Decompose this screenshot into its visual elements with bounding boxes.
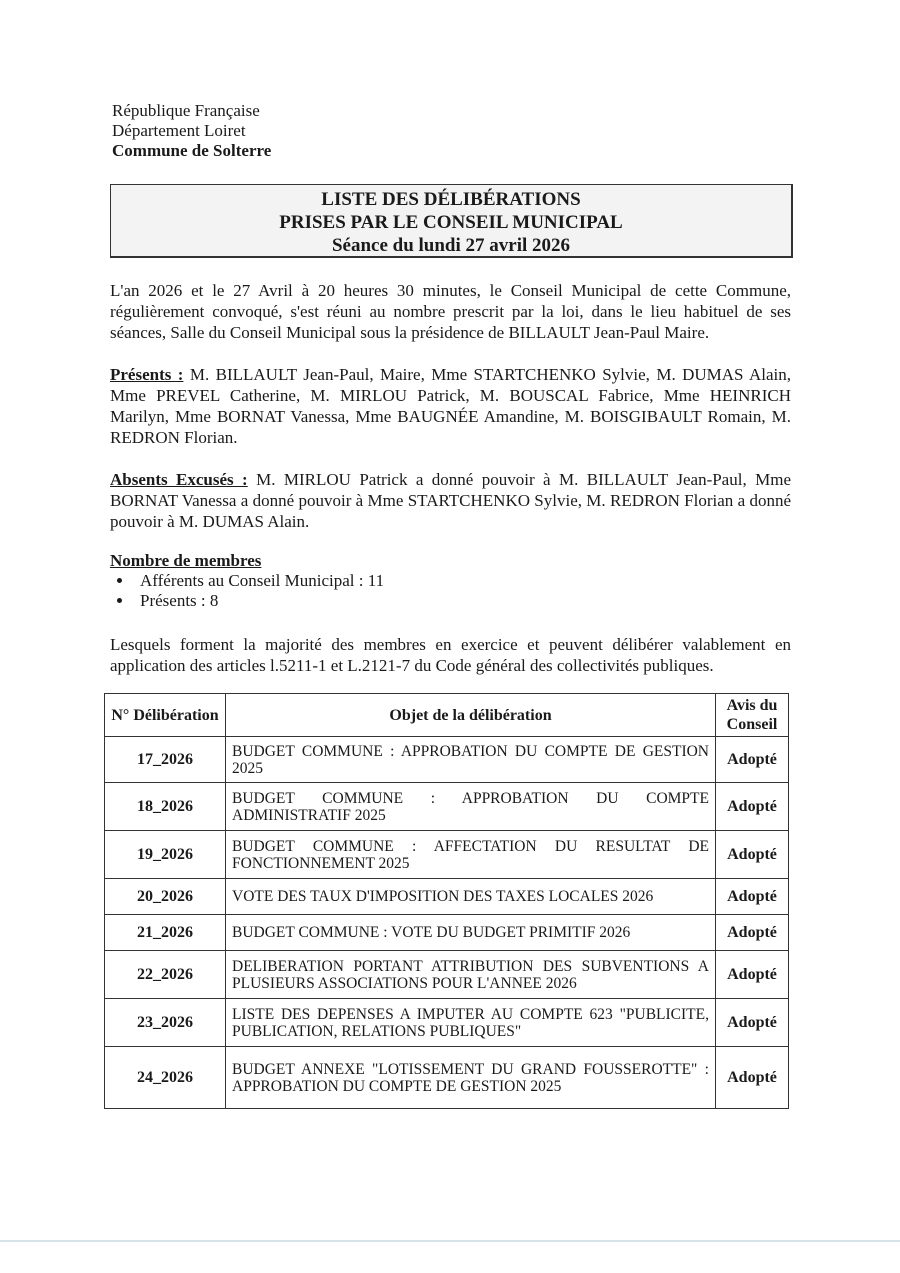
row-objet: BUDGET COMMUNE : AFFECTATION DU RESULTAT DE FONCTIONNEMENT 2025 <box>226 831 716 879</box>
header-country: République Française <box>112 101 260 120</box>
row-objet: BUDGET COMMUNE : VOTE DU BUDGET PRIMITIF 2026 <box>226 915 716 951</box>
table-row <box>105 737 789 783</box>
header-commune: Commune de Solterre <box>112 141 272 160</box>
deliberations-table <box>104 693 789 1109</box>
row-num: 24_2026 <box>105 1047 226 1109</box>
presents-label: Présents : <box>110 365 184 384</box>
row-avis: Adopté <box>716 783 789 831</box>
title-line-2: PRISES PAR LE CONSEIL MUNICIPAL <box>279 212 623 233</box>
row-num: 23_2026 <box>105 999 226 1047</box>
row-objet: LISTE DES DEPENSES A IMPUTER AU COMPTE 623 "PUBLICITE, PUBLICATION, RELATIONS PUBLIQUES" <box>226 999 716 1047</box>
members-section <box>110 551 384 611</box>
row-num: 22_2026 <box>105 951 226 999</box>
row-objet: BUDGET ANNEXE "LOTISSEMENT DU GRAND FOUSSEROTTE" : APPROBATION DU COMPTE DE GESTION 2025 <box>226 1047 716 1109</box>
table-row <box>105 783 789 831</box>
title-line-3: Séance du lundi 27 avril 2026 <box>331 235 571 256</box>
header-num: N° Délibération <box>105 694 226 737</box>
presents-paragraph <box>110 364 791 448</box>
members-presents: • Présents : 8 <box>134 591 384 611</box>
table-row <box>105 999 789 1047</box>
absents-text: M. MIRLOU Patrick a donné pouvoir à M. BILLAULT Jean-Paul, Mme BORNAT Vanessa a donné pouvoir à Mme STARTCHENKO Sylvie, M. REDRON Florian a donné pouvoir à M. DUMAS Alain. <box>110 470 791 531</box>
row-objet: BUDGET COMMUNE : APPROBATION DU COMPTE DE GESTION 2025 <box>226 737 716 783</box>
absents-label: Absents Excusés : <box>110 470 248 489</box>
row-avis: Adopté <box>716 951 789 999</box>
header-objet: Objet de la délibération <box>226 694 716 737</box>
quorum-paragraph: Lesquels forment la majorité des membres en exercice et peuvent délibérer valablement en application des articles l.5211-1 et L.2121-7 du Code général des collectivités publiques. <box>110 635 791 675</box>
scan-edge-line <box>0 1240 900 1242</box>
row-avis: Adopté <box>716 999 789 1047</box>
row-avis: Adopté <box>716 1047 789 1109</box>
row-num: 18_2026 <box>105 783 226 831</box>
row-num: 21_2026 <box>105 915 226 951</box>
document-header <box>112 101 271 161</box>
row-avis: Adopté <box>716 831 789 879</box>
table-row <box>105 951 789 999</box>
row-num: 19_2026 <box>105 831 226 879</box>
row-num: 20_2026 <box>105 879 226 915</box>
header-department: Département Loiret <box>112 121 246 140</box>
row-avis: Adopté <box>716 879 789 915</box>
table-row <box>105 831 789 879</box>
header-avis: Avis du Conseil <box>716 694 789 737</box>
members-list <box>110 571 384 611</box>
table-row <box>105 1047 789 1109</box>
absents-paragraph <box>110 469 791 532</box>
presents-text: M. BILLAULT Jean-Paul, Maire, Mme STARTCHENKO Sylvie, M. DUMAS Alain, Mme PREVEL Catherine, M. MIRLOU Patrick, M. BOUSCAL Fabrice, Mme HEINRICH Marilyn, Mme BORNAT Vanessa, Mme BAUGNÉE Amandine, M. BOISGIBAULT Romain, M. REDRON Florian. <box>110 365 791 447</box>
intro-paragraph: L'an 2026 et le 27 Avril à 20 heures 30 minutes, le Conseil Municipal de cette Commune, régulièrement convoqué, s'est réuni au nombre prescrit par la loi, dans le lieu habituel de ses séances, Salle du Conseil Municipal sous la présidence de BILLAULT Jean-Paul Maire. <box>110 281 791 342</box>
table-row <box>105 879 789 915</box>
row-avis: Adopté <box>716 915 789 951</box>
table-header-row <box>105 694 789 737</box>
document-title-box <box>110 184 793 258</box>
members-heading: Nombre de membres <box>110 551 262 570</box>
table-row <box>105 915 789 951</box>
row-num: 17_2026 <box>105 737 226 783</box>
row-objet: BUDGET COMMUNE : APPROBATION DU COMPTE ADMINISTRATIF 2025 <box>226 783 716 831</box>
row-objet: VOTE DES TAUX D'IMPOSITION DES TAXES LOCALES 2026 <box>226 879 716 915</box>
row-avis: Adopté <box>716 737 789 783</box>
title-line-1: LISTE DES DÉLIBÉRATIONS <box>321 189 581 210</box>
row-objet: DELIBERATION PORTANT ATTRIBUTION DES SUBVENTIONS A PLUSIEURS ASSOCIATIONS POUR L'ANNEE 2026 <box>226 951 716 999</box>
members-afferents: • Afférents au Conseil Municipal : 11 <box>134 571 384 591</box>
